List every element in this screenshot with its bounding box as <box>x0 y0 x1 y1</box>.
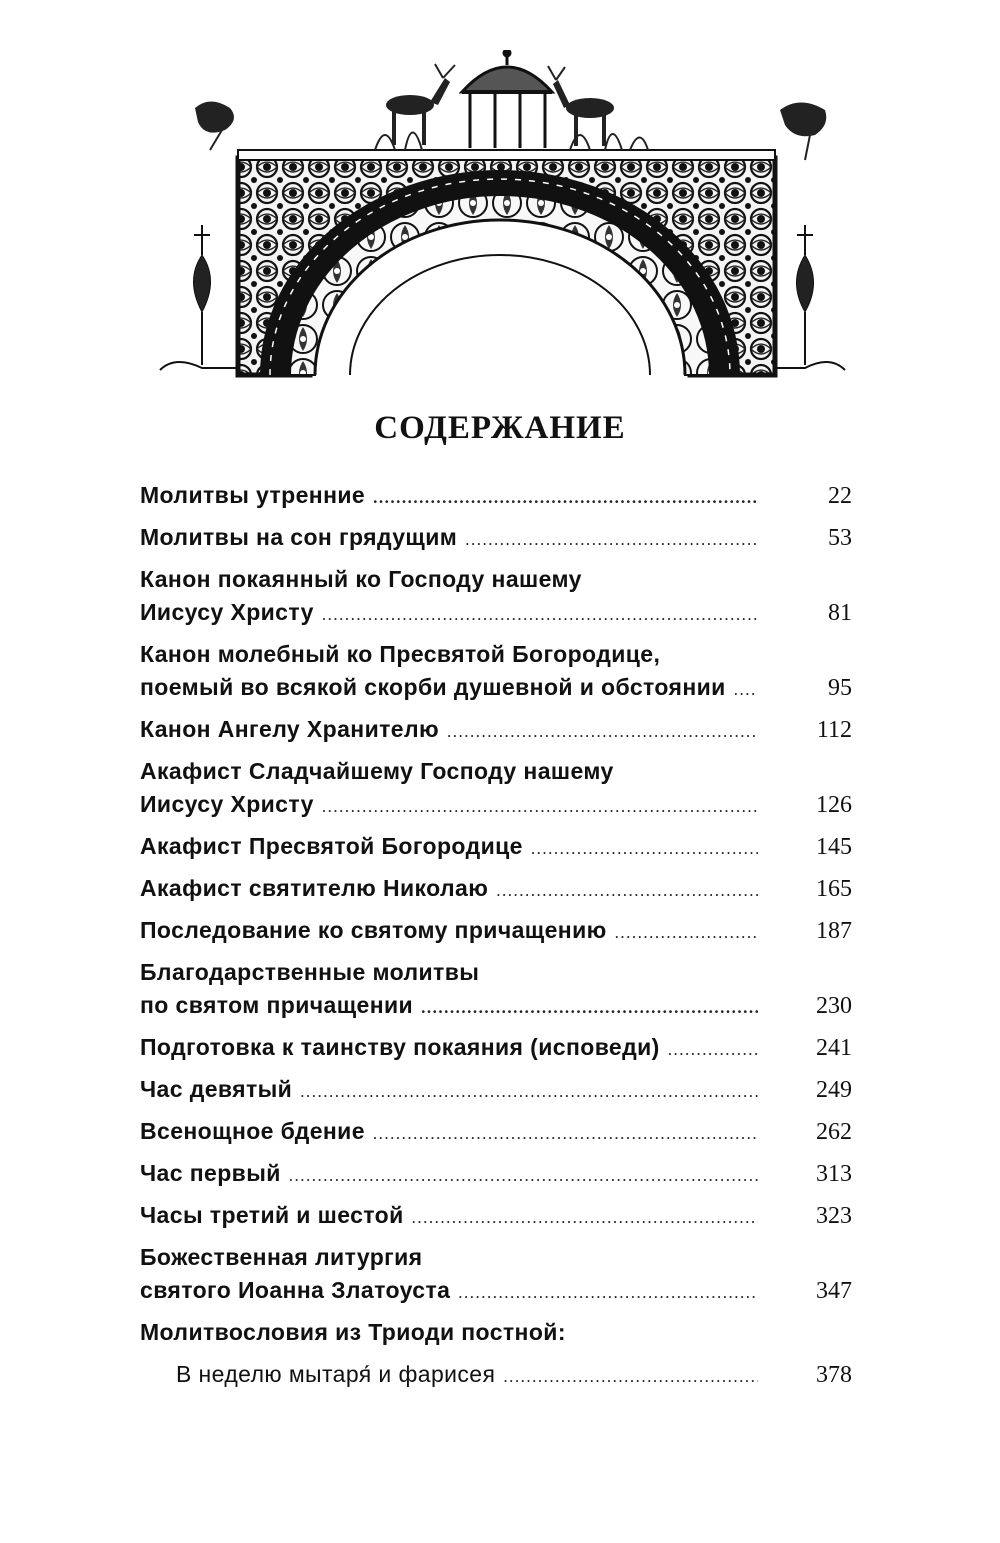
toc-entry-title: Иисусу Христу <box>140 599 314 625</box>
toc-entry-title: Всенощное бдение <box>140 1118 365 1144</box>
dot-leader <box>289 1166 758 1186</box>
toc-page-number: 81 <box>828 600 852 626</box>
toc-page-number: 249 <box>816 1077 852 1103</box>
toc-entry[interactable] <box>140 833 852 866</box>
left-deer <box>386 64 455 145</box>
toc-entry-title: Акафист Пресвятой Богородице <box>140 833 523 859</box>
toc-entry[interactable] <box>140 1361 852 1394</box>
toc-entry[interactable] <box>140 716 852 749</box>
toc-entry-title: Божественная литургия <box>140 1244 423 1270</box>
dot-leader <box>322 605 758 625</box>
toc-page-number: 187 <box>816 918 852 944</box>
toc-entry-title: Час первый <box>140 1160 281 1186</box>
toc-entry-title: Часы третий и шестой <box>140 1202 404 1228</box>
toc-entry-title: по святом причащении <box>140 992 414 1018</box>
toc-entry-title: Подготовка к таинству покаяния (исповеди) <box>140 1034 660 1060</box>
toc-entry[interactable] <box>140 1118 852 1151</box>
page-title: СОДЕРЖАНИЕ <box>374 410 626 446</box>
dot-leader <box>373 1124 758 1144</box>
toc-entry[interactable] <box>140 959 852 1025</box>
toc-page-number: 323 <box>816 1203 852 1229</box>
dot-leader <box>615 923 758 943</box>
toc-entry-title: В неделю мытаря́ и фарисея <box>176 1361 496 1387</box>
dot-leader <box>300 1082 758 1102</box>
right-finial <box>775 225 845 370</box>
right-bird <box>780 103 826 161</box>
toc-entry-title: Час девятый <box>140 1076 293 1102</box>
dot-leader <box>421 998 758 1018</box>
toc-page-number: 262 <box>816 1119 852 1145</box>
toc-entry[interactable] <box>140 524 852 557</box>
toc-entry[interactable] <box>140 758 852 824</box>
toc-entry-title: Иисусу Христу <box>140 791 314 817</box>
toc-page-number: 313 <box>816 1161 852 1187</box>
toc-page-number: 241 <box>816 1035 852 1061</box>
table-of-contents <box>140 482 852 1403</box>
toc-entry-title: Молитвы на сон грядущим <box>140 524 458 550</box>
dot-leader <box>447 722 758 742</box>
toc-entry[interactable] <box>140 1202 852 1235</box>
toc-entry[interactable] <box>140 1319 852 1352</box>
toc-entry[interactable] <box>140 1244 852 1310</box>
toc-page-number: 378 <box>816 1362 852 1388</box>
toc-entry[interactable] <box>140 1076 852 1109</box>
dot-leader <box>734 680 758 700</box>
dot-leader <box>465 530 758 550</box>
toc-page-number: 347 <box>816 1278 852 1304</box>
right-deer <box>548 66 614 146</box>
toc-entry-title: святого Иоанна Златоуста <box>140 1277 451 1303</box>
toc-entry-title: поемый во всякой скорби душевной и обстоянии <box>140 674 726 700</box>
toc-entry[interactable] <box>140 1034 852 1067</box>
toc-entry-title: Благодарственные молитвы <box>140 959 480 985</box>
left-bird <box>195 102 234 151</box>
toc-page-number: 165 <box>816 876 852 902</box>
left-finial <box>160 225 238 370</box>
toc-entry-title: Последование ко святому причащению <box>140 917 607 943</box>
toc-page-number: 230 <box>816 993 852 1019</box>
toc-entry-title: Молитвословия из Триоди постной: <box>140 1319 566 1345</box>
toc-entry[interactable] <box>140 1160 852 1193</box>
toc-entry-title: Акафист Сладчайшему Господу нашему <box>140 758 614 784</box>
toc-entry[interactable] <box>140 875 852 908</box>
dot-leader <box>496 881 758 901</box>
toc-entry-title: Канон молебный ко Пресвятой Богородице, <box>140 641 661 667</box>
toc-entry-title: Канон покаянный ко Господу нашему <box>140 566 582 592</box>
dot-leader <box>412 1208 758 1228</box>
toc-page-number: 53 <box>828 525 852 551</box>
dot-leader <box>373 488 758 508</box>
toc-page-number: 126 <box>816 792 852 818</box>
ornamental-headpiece <box>150 50 850 385</box>
toc-page-number: 112 <box>816 717 852 743</box>
fountain-canopy <box>462 50 552 148</box>
dot-leader <box>668 1040 758 1060</box>
dot-leader <box>458 1283 758 1303</box>
dot-leader <box>531 839 758 859</box>
toc-page-number: 95 <box>828 675 852 701</box>
dot-leader <box>322 797 758 817</box>
toc-page-number: 22 <box>828 483 852 509</box>
toc-entry[interactable] <box>140 482 852 515</box>
toc-entry-title: Канон Ангелу Хранителю <box>140 716 440 742</box>
toc-entry[interactable] <box>140 566 852 632</box>
dot-leader <box>503 1367 758 1387</box>
toc-entry[interactable] <box>140 917 852 950</box>
toc-entry[interactable] <box>140 641 852 707</box>
toc-entry-title: Молитвы утренние <box>140 482 366 508</box>
toc-entry-title: Акафист святителю Николаю <box>140 875 489 901</box>
toc-page-number: 145 <box>816 834 852 860</box>
